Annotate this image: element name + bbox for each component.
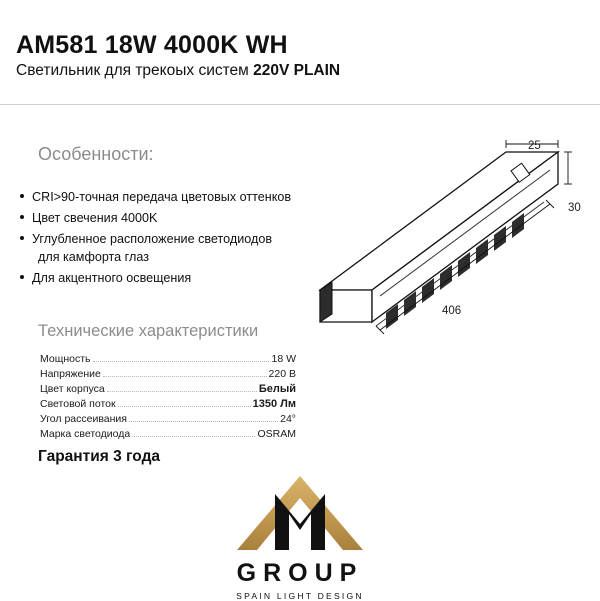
product-drawing [300,130,590,345]
dot-leader [93,360,270,362]
bullet-icon [20,215,24,219]
warranty-text: Гарантия 3 года [38,448,161,465]
subtitle-voltage: 220V PLAIN [253,62,341,79]
dot-leader [107,390,257,392]
dimension-length-label: 406 [442,305,462,317]
list-item [18,209,318,227]
spec-label: Световой поток [40,398,116,410]
header-divider [0,104,600,105]
table-row [40,397,296,412]
spec-label: Мощность [40,353,91,365]
am-monogram-icon [235,474,365,552]
page-subtitle [16,62,340,80]
list-item [18,188,318,206]
bullet-icon [20,236,24,240]
spec-label: Угол рассеивания [40,413,127,425]
features-list [18,188,318,290]
table-row [40,412,296,427]
list-item [18,230,318,266]
brand-logo [0,474,600,600]
dimension-depth-label: 25 [528,140,541,152]
dot-leader [132,435,255,437]
spec-value: Белый [258,383,296,395]
spec-value: OSRAM [257,428,296,440]
page-title: AM581 18W 4000K WH [16,30,288,59]
logo-inner [200,474,400,601]
table-row [40,427,296,442]
feature-text: Для акцентного освещения [32,271,192,285]
spec-label: Напряжение [40,368,101,380]
dimension-height-label: 30 [568,202,581,214]
table-row [40,367,296,382]
spec-value: 24° [280,413,296,425]
subtitle-text: Светильник для трекоых систем [16,62,254,79]
specifications-heading: Технические характеристики [38,322,259,340]
spec-label: Цвет корпуса [40,383,105,395]
feature-text-continuation: для камфорта глаз [38,250,149,264]
dot-leader [129,420,278,422]
table-row [40,352,296,367]
bullet-icon [20,194,24,198]
logo-tagline: SPAIN LIGHT DESIGN [236,591,364,601]
feature-text: CRI>90-точная передача цветовых оттенков [32,190,292,204]
spec-value: 18 W [271,353,296,365]
dot-leader [118,405,251,407]
feature-text: Углубленное расположение светодиодов [32,232,273,246]
feature-text: Цвет свечения 4000K [32,211,158,225]
bullet-icon [20,275,24,279]
specifications-table [40,352,296,442]
spec-value: 220 В [268,368,296,380]
features-heading: Особенности: [38,144,154,164]
spec-value: 1350 Лм [252,398,296,410]
dot-leader [103,375,267,377]
list-item [18,269,318,287]
table-row [40,382,296,397]
spec-label: Марка светодиода [40,428,131,440]
logo-group-text: GROUP [236,559,364,587]
